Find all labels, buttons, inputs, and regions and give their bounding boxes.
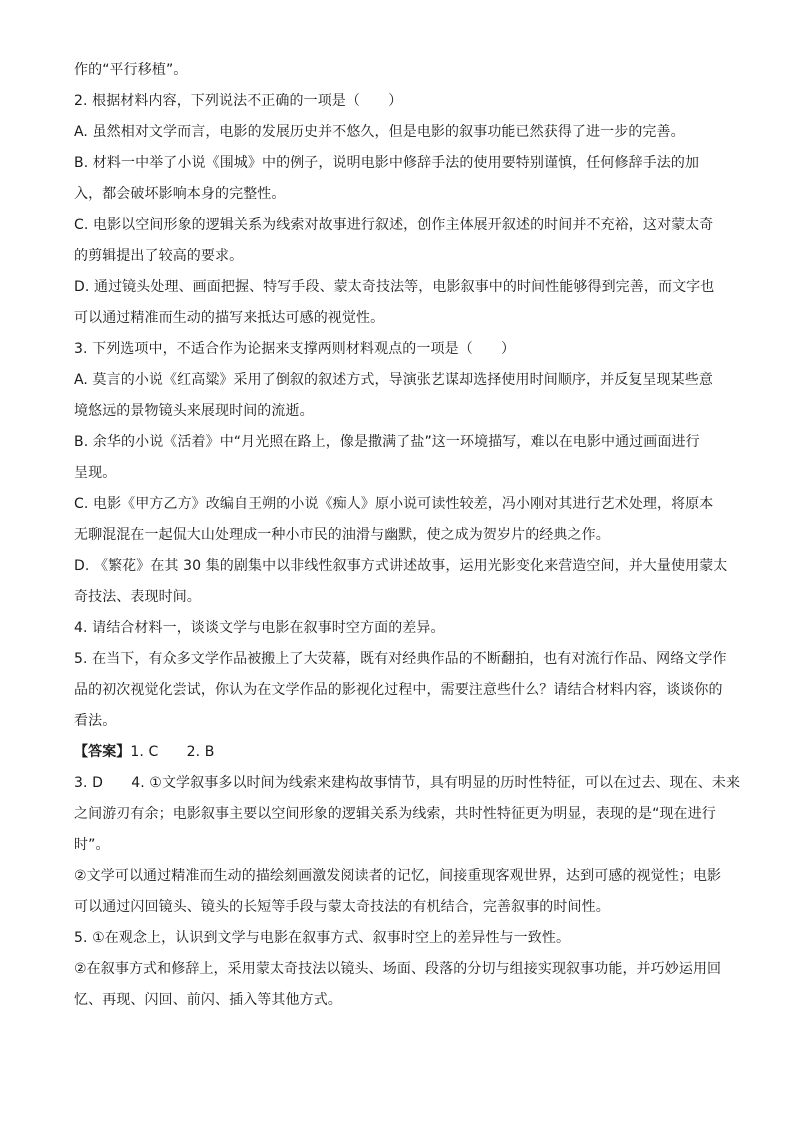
answer-line: 5. ①在观念上，认识到文学与电影在叙事方式、叙事时空上的差异性与一致性。 (74, 930, 571, 946)
text-line: 无聊混混在一起侃大山处理成一种小市民的油滑与幽默，使之成为贺岁片的经典之作。 (74, 527, 610, 543)
question-3: 3. 下列选项中，不适合作为论据来支撑两则材料观点的一项是（ ） (74, 341, 516, 357)
answer-line: 之间游刃有余；电影叙事主要以空间形象的逻辑关系为线索，共时性特征更为明显，表现的是“现在进行 (74, 806, 716, 822)
text-line: 呈现。 (74, 465, 117, 481)
answer-tag: 【答案】 (74, 744, 131, 760)
answer-line: 可以通过闪回镜头、镜头的长短等手段与蒙太奇技法的有机结合，完善叙事的时间性。 (74, 899, 610, 915)
answer-line: ②文学可以通过精准而生动的描绘刻画激发阅读者的记忆，间接重现客观世界，达到可感的视觉性；电影 (74, 868, 722, 884)
answer-line: 时”。 (74, 837, 110, 853)
answer-line: 3. D 4. ①文学叙事多以时间为线索来建构故事情节，具有明显的历时性特征，可以在过去、现在、未来 (74, 775, 741, 791)
question-2: 2. 根据材料内容，下列说法不正确的一项是（ ） (74, 93, 403, 109)
document-page (74, 60, 741, 1021)
text-line: 看法。 (74, 713, 117, 729)
answer-line (74, 742, 734, 773)
question-4: 4. 请结合材料一，谈谈文学与电影在叙事时空方面的差异。 (74, 620, 445, 636)
option-a: A. 莫言的小说《红高粱》采用了倒叙的叙述方式，导演张艺谋却选择使用时间顺序，并反复呈现某些意 (74, 372, 713, 388)
text-line: 作的“平行移植”。 (74, 62, 188, 78)
option-b: B. 材料一中举了小说《围城》中的例子，说明电影中修辞手法的使用要特别谨慎，任何修辞手法的加 (74, 155, 700, 171)
question-5: 5. 在当下，有众多文学作品被搬上了大荧幕，既有对经典作品的不断翻拍，也有对流行作品、网络文学作 (74, 651, 727, 667)
text-line: 境悠远的景物镜头来展现时间的流逝。 (74, 403, 314, 419)
option-c: C. 电影以空间形象的逻辑关系为线索对故事进行叙述，创作主体展开叙述的时间并不充裕，这对蒙太奇 (74, 217, 714, 233)
text-line: 的剪辑提出了较高的要求。 (74, 248, 244, 264)
option-c: C. 电影《甲方乙方》改编自王朔的小说《痴人》原小说可读性较差，冯小刚对其进行艺术处理，将原本 (74, 496, 714, 512)
text-line: 品的初次视觉化尝试，你认为在文学作品的影视化过程中，需要注意些什么？请结合材料内容，谈谈你的 (74, 682, 723, 698)
answer-line: 忆、再现、闪回、前闪、插入等其他方式。 (74, 992, 342, 1008)
answer-line: ②在叙事方式和修辞上，采用蒙太奇技法以镜头、场面、段落的分切与组接实现叙事功能，并巧妙运用回 (74, 961, 722, 977)
text-line: 入，都会破坏影响本身的完整性。 (74, 186, 286, 202)
answer-text: 1. C 2. B (130, 744, 215, 760)
text-line: 奇技法、表现时间。 (74, 589, 201, 605)
option-d: D. 通过镜头处理、画面把握、特写手段、蒙太奇技法等，电影叙事中的时间性能够得到完善，而文字也 (74, 279, 715, 295)
option-d: D. 《繁花》在其 30 集的剧集中以非线性叙事方式讲述故事，运用光影变化来营造空间，并大量使用蒙太 (74, 558, 728, 574)
text-line: 可以通过精准而生动的描写来抵达可感的视觉性。 (74, 310, 385, 326)
option-a: A. 虽然相对文学而言，电影的发展历史并不悠久，但是电影的叙事功能已然获得了进一步的完善。 (74, 124, 685, 140)
option-b: B. 余华的小说《活着》中“月光照在路上，像是撒满了盐”这一环境描写，难以在电影中通过画面进行 (74, 434, 700, 450)
